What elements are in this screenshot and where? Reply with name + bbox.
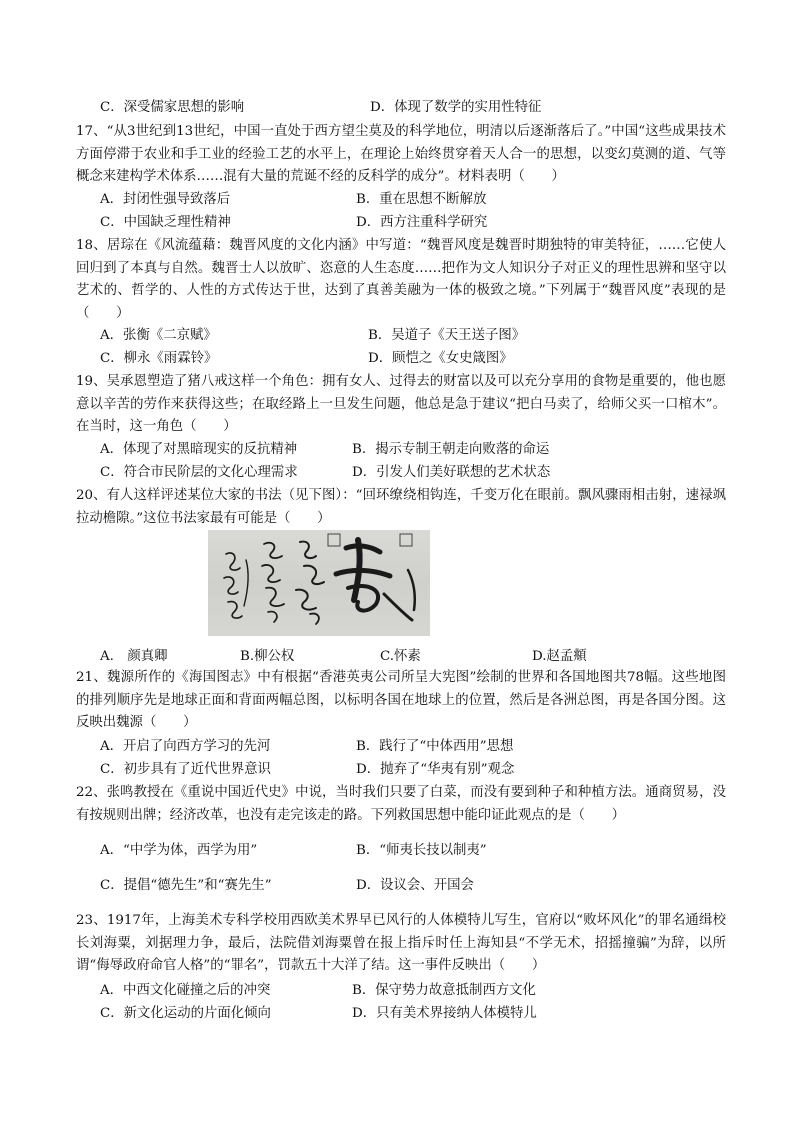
q21-option-a: A．开启了向西方学习的先河 — [100, 739, 271, 754]
calligraphy-strokes — [208, 530, 430, 636]
q19-stem: 19、吴承恩塑造了猪八戒这样一个角色：拥有女人、过得去的财富以及可以充分享用的食物是重要的，他也愿意以辛苦的劳作来获得这些；在取经路上一旦发生问题，他总是急于建议“把白马卖了，给师父买一口棺木”。在当时，这一角色（ ） — [76, 374, 726, 435]
q23-option-c: C．新文化运动的片面化倾向 — [100, 1006, 271, 1021]
q17-stem: 17、“从3世纪到13世纪，中国一直处于西方望尘莫及的科学地位，明清以后逐渐落后了。”中国“这些成果技术方面停滞于农业和手工业的经验工艺的水平上，在理论上始终贯穿着天人合一的思想，以变幻莫测的道、气等概念来建构学术体系……混有大量的荒诞不经的反科学的成分”。材料表明（ ） — [76, 124, 726, 185]
q17-option-a: A．封闭性强导致落后 — [100, 192, 231, 207]
q17-option-c: C．中国缺乏理性精神 — [100, 215, 231, 230]
q18-option-c: C．柳永《雨霖铃》 — [100, 351, 218, 366]
q18-option-d: D．顾恺之《女史箴图》 — [368, 351, 513, 366]
q20-option-d: D.赵孟頫 — [532, 649, 587, 664]
q22-stem: 22、张鸣教授在《重说中国近代史》中说，当时我们只要了白菜，而没有要到种子和种植方法。通商贸易，没有按规则出牌；经济改革，也没有走完该走的路。下列救国思想中能印证此观点的是（ ） — [76, 785, 726, 823]
q23-option-b: B．保守势力故意抵制西方文化 — [352, 983, 536, 998]
calligraphy-image — [208, 530, 430, 636]
q22-option-d: D．设议会、开国会 — [356, 878, 474, 893]
q20-option-a: A. 颜真卿 — [100, 649, 168, 664]
q18-option-b: B．吴道子《天王送子图》 — [368, 328, 526, 343]
q19-option-d: D．引发人们美好联想的艺术状态 — [352, 465, 551, 480]
q20-option-b: B.柳公权 — [240, 649, 295, 664]
q16-option-c: C．深受儒家思想的影响 — [100, 100, 245, 115]
q19-option-c: C．符合市民阶层的文化心理需求 — [100, 465, 298, 480]
q21-stem: 21、魏源所作的《海国图志》中有根据“香港英夷公司所呈大宪图”绘制的世界和各国地图共78幅。这些地图的排列顺序先是地球正面和背面两幅总图，以标明各国在地球上的位置，然后是各洲总图，再是各国分图。这反映出魏源（ ） — [76, 670, 726, 731]
q16-option-d: D．体现了数学的实用性特征 — [370, 100, 542, 115]
q20-stem: 20、有人这样评述某位大家的书法（见下图）：“回环缭绕相钩连，千变万化在眼前。飘风骤雨相击射，速禄飒拉动檐隙。”这位书法家最有可能是（ ） — [76, 488, 726, 526]
q23-option-a: A．中西文化碰撞之后的冲突 — [100, 983, 271, 998]
q17-option-b: B．重在思想不断解放 — [356, 192, 487, 207]
q23-option-d: D．只有美术界接纳人体模特儿 — [352, 1006, 537, 1021]
q22-option-c: C．提倡“德先生”和“赛先生” — [100, 878, 272, 893]
q18-stem: 18、居琮在《风流蕴藉：魏晋风度的文化内涵》中写道：“魏晋风度是魏晋时期独特的审美特征，……它使人回归到了本真与自然。魏晋士人以放旷、恣意的人生态度……把作为文人知识分子对正义的理性思辨和坚守以艺术的、哲学的、人性的方式传达于世，达到了真善美融为一体的极致之境。”下列属于“魏晋风度”表现的是（ ） — [76, 238, 726, 321]
q21-option-c: C．初步具有了近代世界意识 — [100, 762, 271, 777]
q21-option-d: D．抛弃了“华夷有别”观念 — [356, 762, 515, 777]
q18-option-a: A．张衡《二京赋》 — [100, 328, 217, 343]
q23-stem: 23、1917年，上海美术专科学校用西欧美术界早已风行的人体模特儿写生，官府以“败坏风化”的罪名通缉校长刘海粟，刘据理力争，最后，法院借刘海粟曾在报上指斥时任上海知县“不学无术，招摇撞骗”为辞，以所谓“侮辱政府命官人格”的“罪名”，罚款五十大洋了结。这一事件反映出（ ） — [76, 913, 726, 974]
q17-option-d: D．西方注重科学研究 — [356, 215, 488, 230]
q20-option-c: C.怀素 — [380, 649, 421, 664]
q22-option-b: B．“师夷长技以制夷” — [356, 843, 487, 858]
q22-option-a: A．“中学为体，西学为用” — [100, 843, 258, 858]
q19-option-a: A．体现了对黑暗现实的反抗精神 — [100, 442, 298, 457]
q21-option-b: B．践行了“中体西用”思想 — [356, 739, 514, 754]
q19-option-b: B．揭示专制王朝走向败落的命运 — [352, 442, 550, 457]
